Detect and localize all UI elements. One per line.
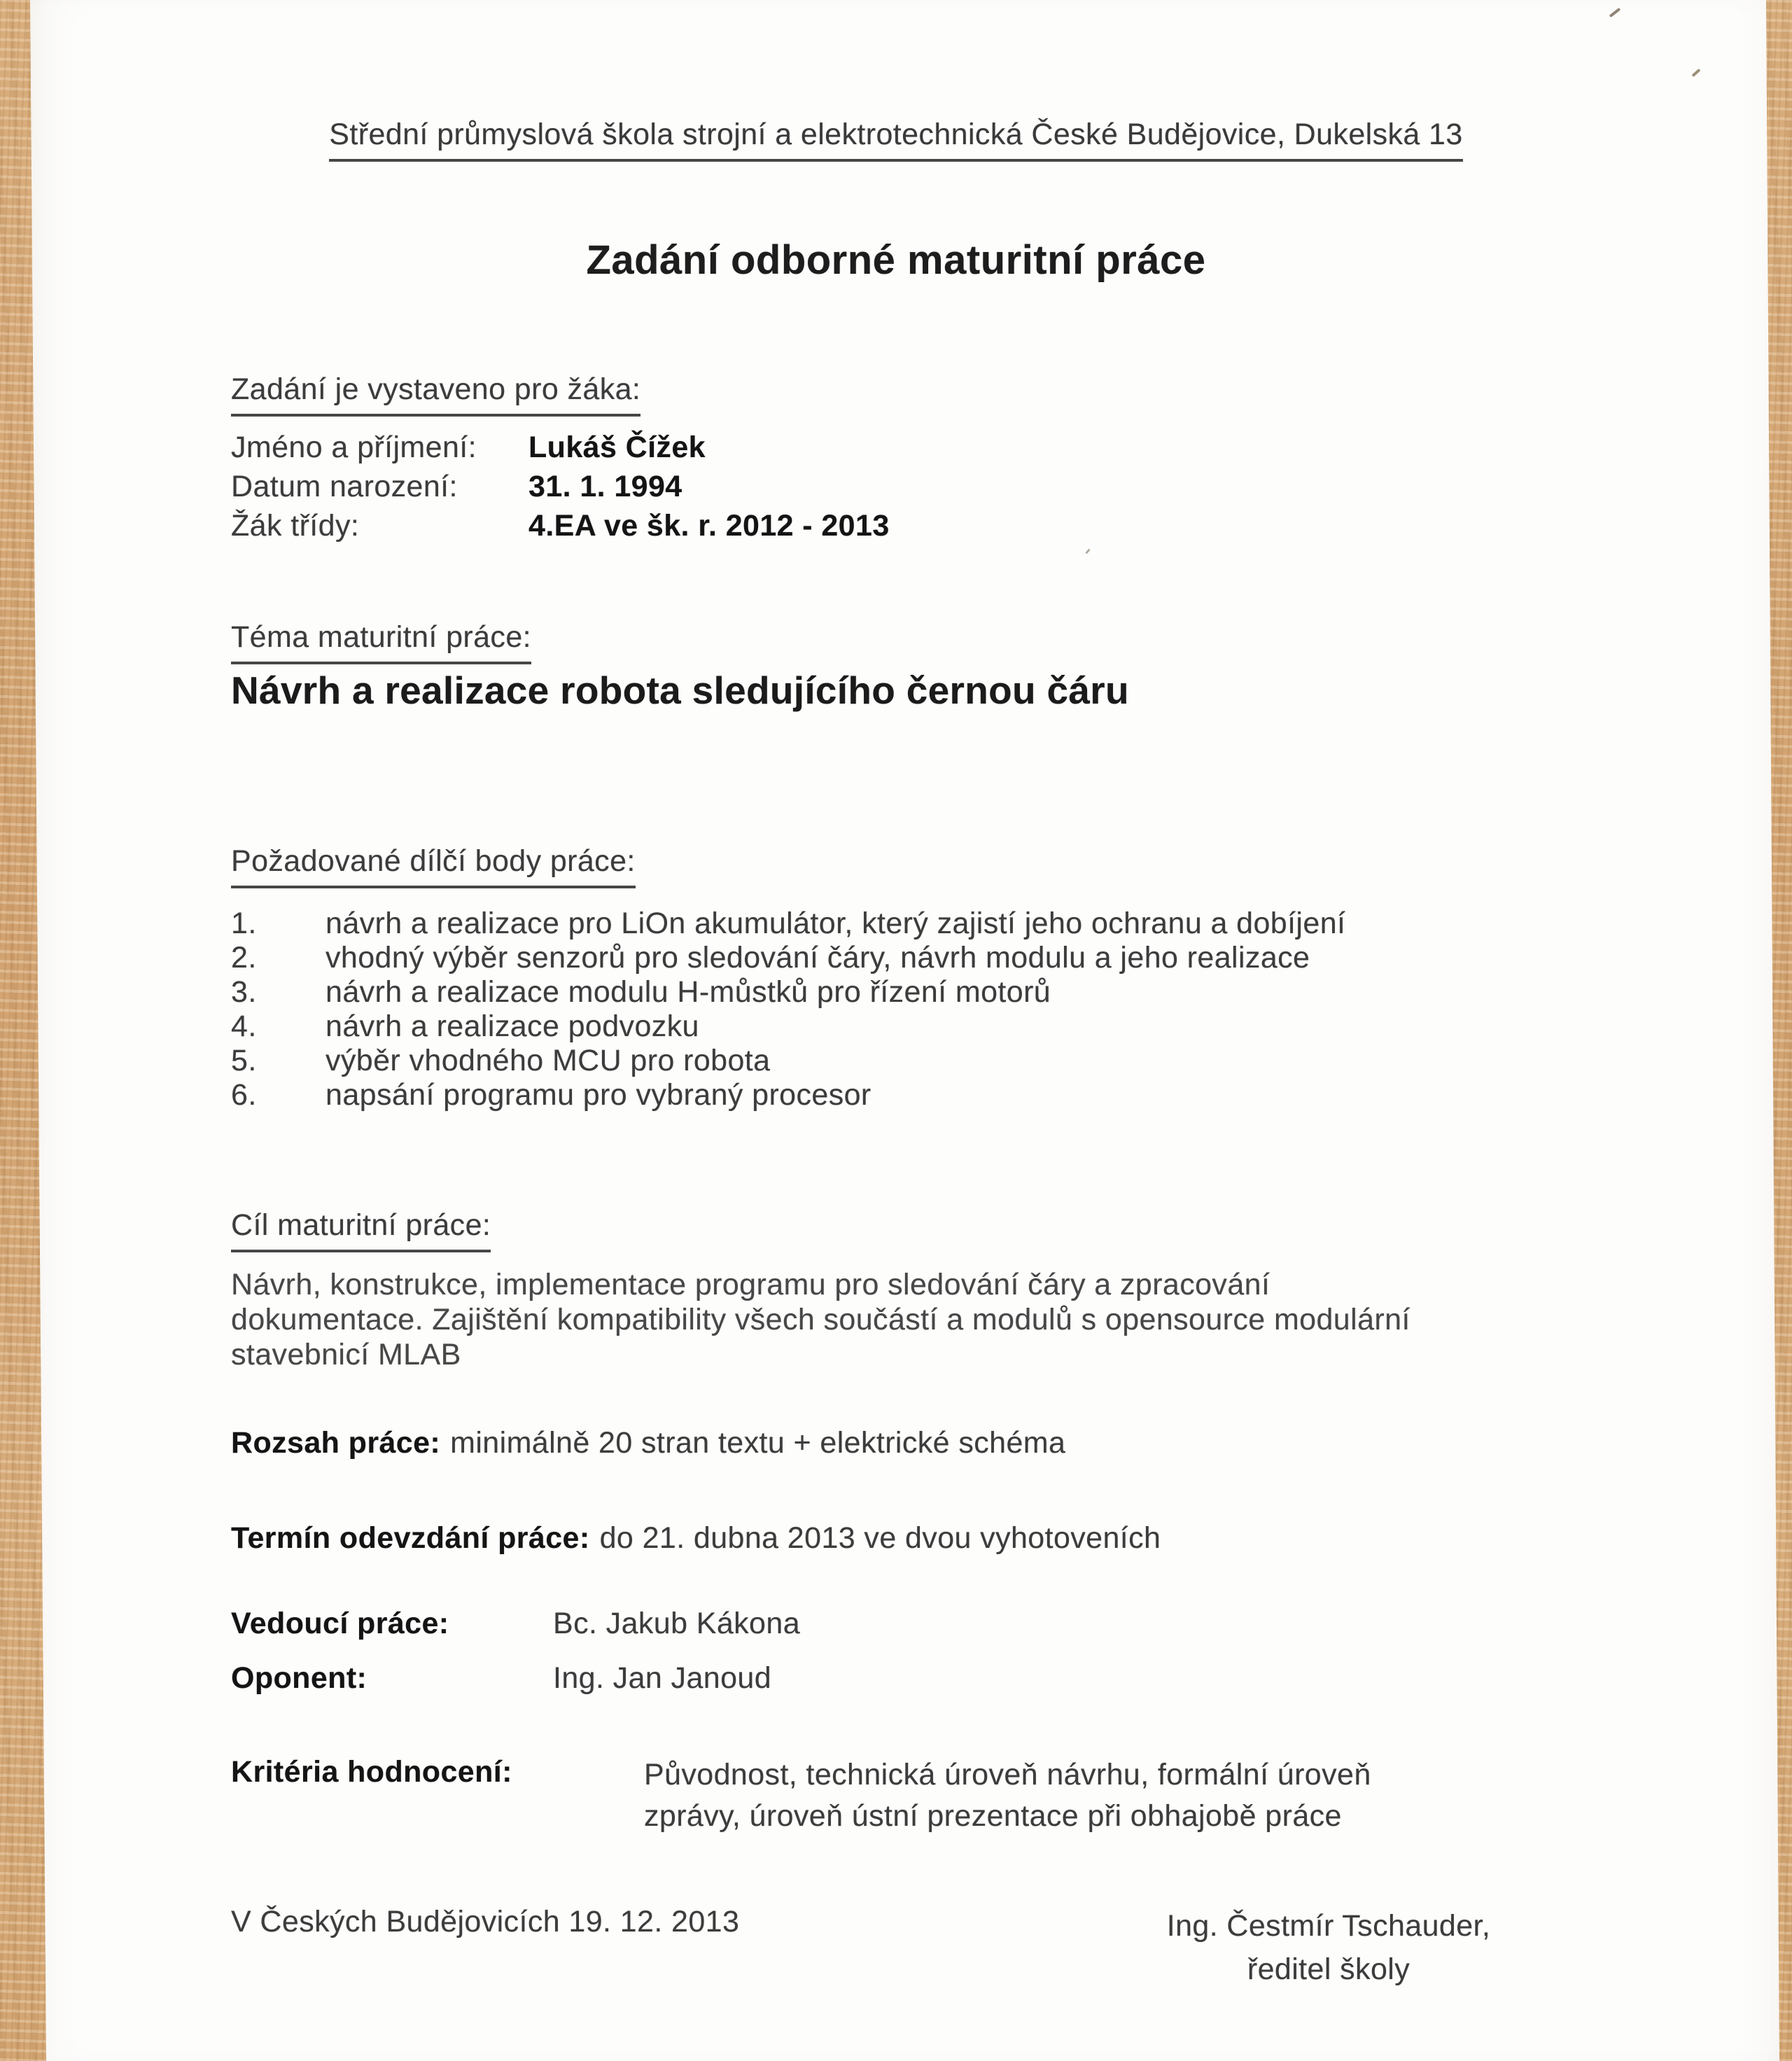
place-and-date: V Českých Budějovicích 19. 12. 2013 <box>231 1905 740 1938</box>
requirement-item <box>231 974 1345 1009</box>
field-value: 31. 1. 1994 <box>528 470 682 503</box>
goal-text-line: stavebnicí MLAB <box>231 1338 461 1371</box>
deadline-text: do 21. dubna 2013 ve dvou vyhotoveních <box>599 1521 1161 1555</box>
requirement-number: 2. <box>231 941 257 974</box>
criteria-label: Kritéria hodnocení: <box>231 1755 512 1789</box>
field-label: Žák třídy: <box>231 509 360 543</box>
school-name-text: Střední průmyslová škola strojní a elektrotechnická České Budějovice, Dukelská 13 <box>329 118 1462 162</box>
opponent-row <box>231 1661 771 1696</box>
field-label: Jméno a příjmení: <box>231 431 477 464</box>
scan-speck <box>1085 548 1090 554</box>
requirement-number: 6. <box>231 1078 257 1112</box>
supervisor-row <box>231 1606 800 1642</box>
field-label: Datum narození: <box>231 470 458 503</box>
requirement-text: napsání programu pro vybraný procesor <box>326 1078 872 1112</box>
supervisor-name: Bc. Jakub Kákona <box>553 1607 801 1640</box>
requirements-section-heading: Požadované dílčí body práce: <box>231 844 636 888</box>
requirement-text: výběr vhodného MCU pro robota <box>326 1044 771 1077</box>
scan-speck <box>1609 8 1621 18</box>
requirement-text: návrh a realizace modulu H-můstků pro řízení motorů <box>326 975 1051 1009</box>
requirements-list <box>231 906 1345 1112</box>
topic-section-heading: Téma maturitní práce: <box>231 620 531 664</box>
field-value: Lukáš Čížek <box>528 431 706 464</box>
scan-speck <box>1691 69 1700 77</box>
field-row-birthdate <box>231 469 890 508</box>
requirement-number: 4. <box>231 1009 257 1043</box>
signature-role: ředitel školy <box>1247 1952 1410 1986</box>
requirement-item <box>231 1043 1345 1077</box>
requirement-text: návrh a realizace pro LiOn akumulátor, který zajistí jeho ochranu a dobíjení <box>326 907 1346 940</box>
goal-text <box>231 1267 1410 1372</box>
student-section-heading: Zadání je vystaveno pro žáka: <box>231 372 640 417</box>
scope-label: Rozsah práce: <box>231 1426 441 1460</box>
requirement-text: návrh a realizace podvozku <box>326 1009 699 1043</box>
criteria-row <box>231 1754 1371 1837</box>
criteria-text <box>644 1754 1371 1837</box>
requirement-number: 5. <box>231 1044 257 1077</box>
signature-name: Ing. Čestmír Tschauder, <box>1166 1909 1491 1943</box>
criteria-text-line: zprávy, úroveň ústní prezentace při obhajobě práce <box>644 1799 1342 1833</box>
opponent-name: Ing. Jan Janoud <box>553 1661 772 1695</box>
school-name-header <box>56 118 1736 162</box>
goal-text-line: Návrh, konstrukce, implementace programu pro sledování čáry a zpracování <box>231 1268 1270 1301</box>
scope-text: minimálně 20 stran textu + elektrické schéma <box>450 1426 1066 1460</box>
requirement-item <box>231 940 1345 974</box>
requirement-item <box>231 906 1345 940</box>
field-row-name <box>231 430 890 469</box>
field-value: 4.EA ve šk. r. 2012 - 2013 <box>528 509 890 543</box>
thesis-topic-title: Návrh a realizace robota sledujícího černou čáru <box>231 669 1129 712</box>
field-row-class <box>231 508 890 547</box>
wood-desk-right-edge <box>1757 0 1792 2061</box>
requirement-number: 3. <box>231 975 257 1009</box>
document-title: Zadání odborné maturitní práce <box>586 237 1206 283</box>
signature-block <box>1140 1904 1518 1991</box>
requirement-text: vhodný výběr senzorů pro sledování čáry, návrh modulu a jeho realizace <box>326 941 1310 974</box>
opponent-label: Oponent: <box>231 1661 368 1695</box>
requirement-number: 1. <box>231 907 257 940</box>
student-fields <box>231 430 890 547</box>
scope-row <box>231 1425 1065 1461</box>
deadline-label: Termín odevzdání práce: <box>231 1521 590 1555</box>
criteria-text-line: Původnost, technická úroveň návrhu, formální úroveň <box>644 1758 1371 1791</box>
supervisor-label: Vedoucí práce: <box>231 1607 449 1640</box>
requirement-item <box>231 1009 1345 1043</box>
goal-text-line: dokumentace. Zajištění kompatibility všech součástí a modulů s opensource modulární <box>231 1303 1410 1336</box>
requirement-item <box>231 1077 1345 1112</box>
wood-desk-left-edge <box>0 0 49 2061</box>
deadline-row <box>231 1521 1161 1556</box>
goal-section-heading: Cíl maturitní práce: <box>231 1208 491 1252</box>
